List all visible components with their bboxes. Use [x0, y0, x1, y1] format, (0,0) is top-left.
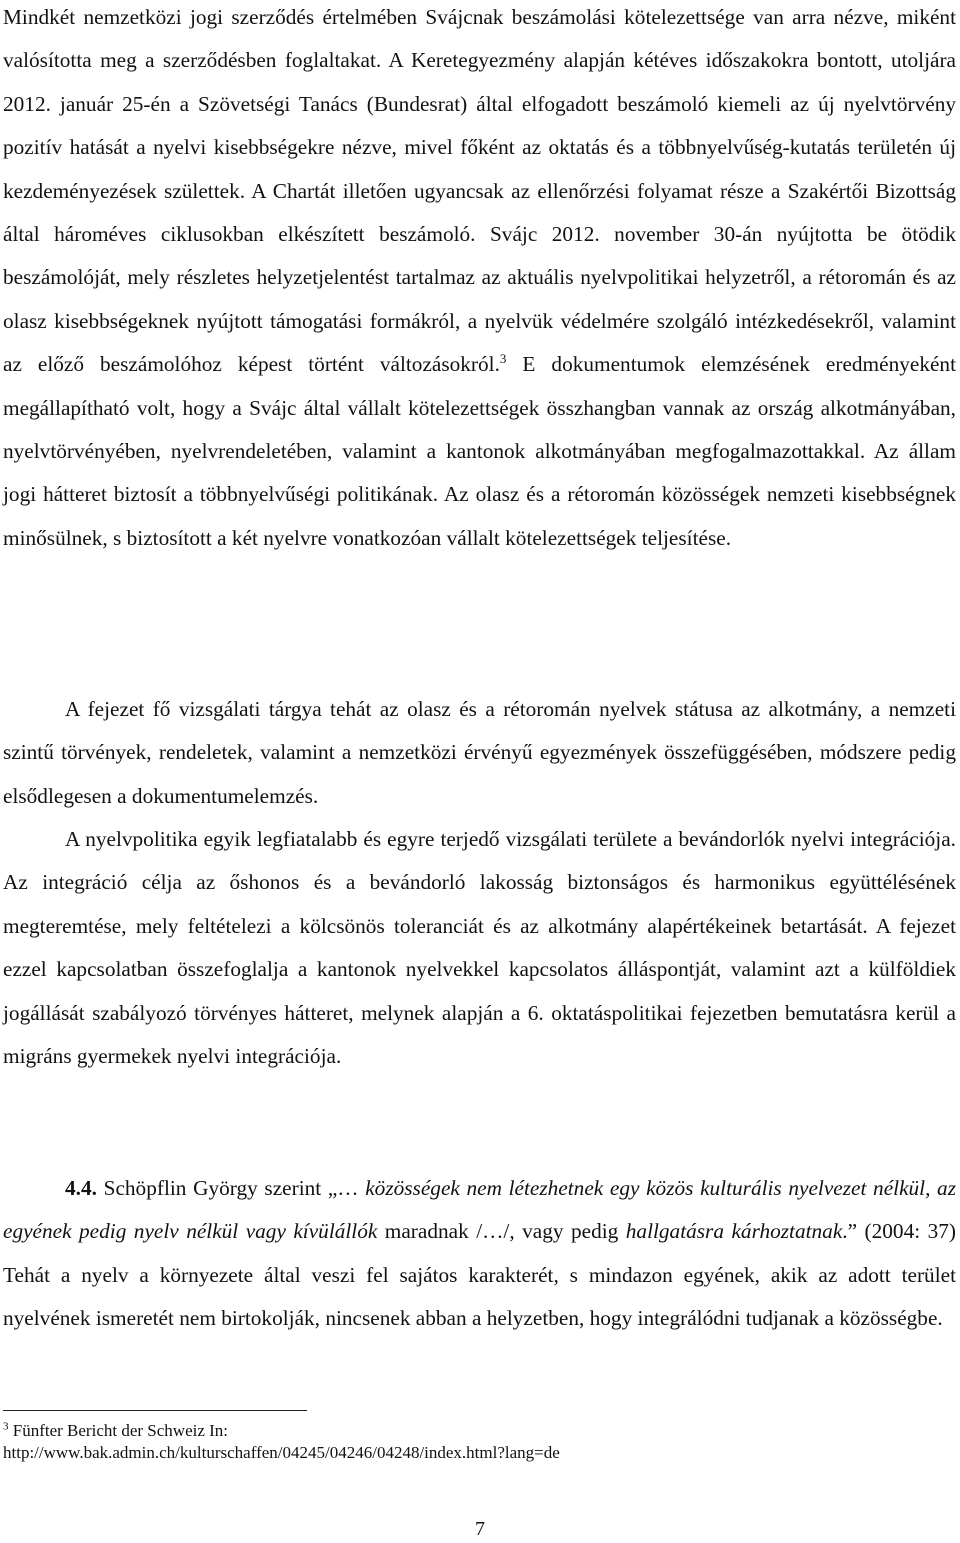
paragraph-text: A nyelvpolitika egyik legfiatalabb és egyre terjedő vizsgálati területe a bevándorlók nyelvi integrációja. Az integráció célja az őshonos és a bevándorló lakosság biztonságos és harmonikus együttélésének megteremtése, mely feltételezi a kölcsönös toleranciát és az alkotmány alapértékeinek betartását. A fejezet ezzel kapcsolatban összefoglalja a kantonok nyelvekkel kapcsolatos álláspontját, valamint azt a külföldiek jogállását szabályozó törvényes hátteret, melynek alapján a 6. oktatáspolitikai fejezetben bemutatásra kerül a migráns gyermekek nyelvi integrációja.: [3, 827, 956, 1069]
footnote-reference[interactable]: 3: [499, 351, 507, 367]
paragraph-text: Schöpflin György szerint „…: [96, 1176, 366, 1200]
footnote-separator: [3, 1410, 307, 1411]
footnote: [3, 1420, 953, 1464]
quotation-italic: hallgatásra kárhoztatnak: [625, 1219, 843, 1244]
paragraph-text: A fejezet fő vizsgálati tárgya tehát az olasz és a rétoromán nyelvek státusa az alkotmány, a nemzeti szintű törvények, rendeletek, valamint a nemzetközi érvényű egyezmények összefüggésében, módszere pedig elsődlegesen a dokumentumelemzés.: [3, 697, 956, 808]
paragraph-text: E dokumentumok elemzésének eredményeként megállapítható volt, hogy a Svájc által vállalt kötelezettségek összhangban vannak az ország alkotmányában, nyelvtörvényében, nyelvrendeletében, valamint a kantonok alkotmányában megfogalmazottakkal. Az állam jogi hátteret biztosít a többnyelvűségi politikának. Az olasz és a rétoromán közösségek nemzeti kisebbségnek minősülnek, s biztosított a két nyelvre vonatkozóan vállalt kötelezettségek teljesítése.: [3, 352, 956, 550]
paragraph-language-integration: [3, 818, 956, 1078]
quotation-italic: közösségek nem létezhetnek egy közös kulturális nyelvezet nélkül, az egyének pedig nyelv nélkül vagy kívülállók: [3, 1176, 956, 1244]
footnote-text: Fünfter Bericht der Schweiz In:: [8, 1421, 229, 1440]
footnote-number: 3: [3, 1420, 9, 1433]
paragraph-chapter-subject: [3, 688, 956, 818]
section-4-4-paragraph: [3, 1167, 956, 1341]
paragraph-text: Mindkét nemzetközi jogi szerződés értelmében Svájcnak beszámolási kötelezettsége van arra nézve, miként valósította meg a szerződésben foglaltakat. A Keretegyezmény alapján kétéves időszakokra bontott, utoljára 2012. január 25-én a Szövetségi Tanács (Bundesrat) által elfogadott beszámoló kiemeli az új nyelvtörvény pozitív hatását a nyelvi kisebbségekre nézve, mivel főként az oktatás és a többnyelvűség-kutatás területén új kezdeményezések születtek. A Chartát illetően ugyancsak az ellenőrzési folyamat része a Szakértői Bizottság által hároméves ciklusokban elkészített beszámoló. Svájc 2012. november 30-án nyújtotta be ötödik beszámolóját, mely részletes helyzetjelentést tartalmaz az aktuális nyelvpolitikai helyzetről, a rétoromán és az olasz kisebbségeknek nyújtott támogatási formákról, a nyelvük védelmére szolgáló intézkedésekről, valamint az előző beszámolóhoz képest történt változásokról.: [3, 5, 956, 377]
section-number: 4.4.: [65, 1176, 97, 1200]
paragraph-text: maradnak /…/, vagy pedig: [377, 1219, 626, 1244]
paragraph-text: .” (2004: 37) Tehát a nyelv a környezete által veszi fel sajátos karakterét, s mindazon egyének, akik az adott terület nyelvének ismeretét nem birtokolják, nincsenek abban a helyzetben, hogy integrálódni tudjanak a közösségbe.: [3, 1219, 956, 1331]
page-number: 7: [475, 1518, 485, 1540]
footnote-link[interactable]: http://www.bak.admin.ch/kulturschaffen/04245/04246/04248/index.html?lang=de: [3, 1443, 560, 1462]
paragraph-reporting-obligations: [3, 0, 956, 560]
